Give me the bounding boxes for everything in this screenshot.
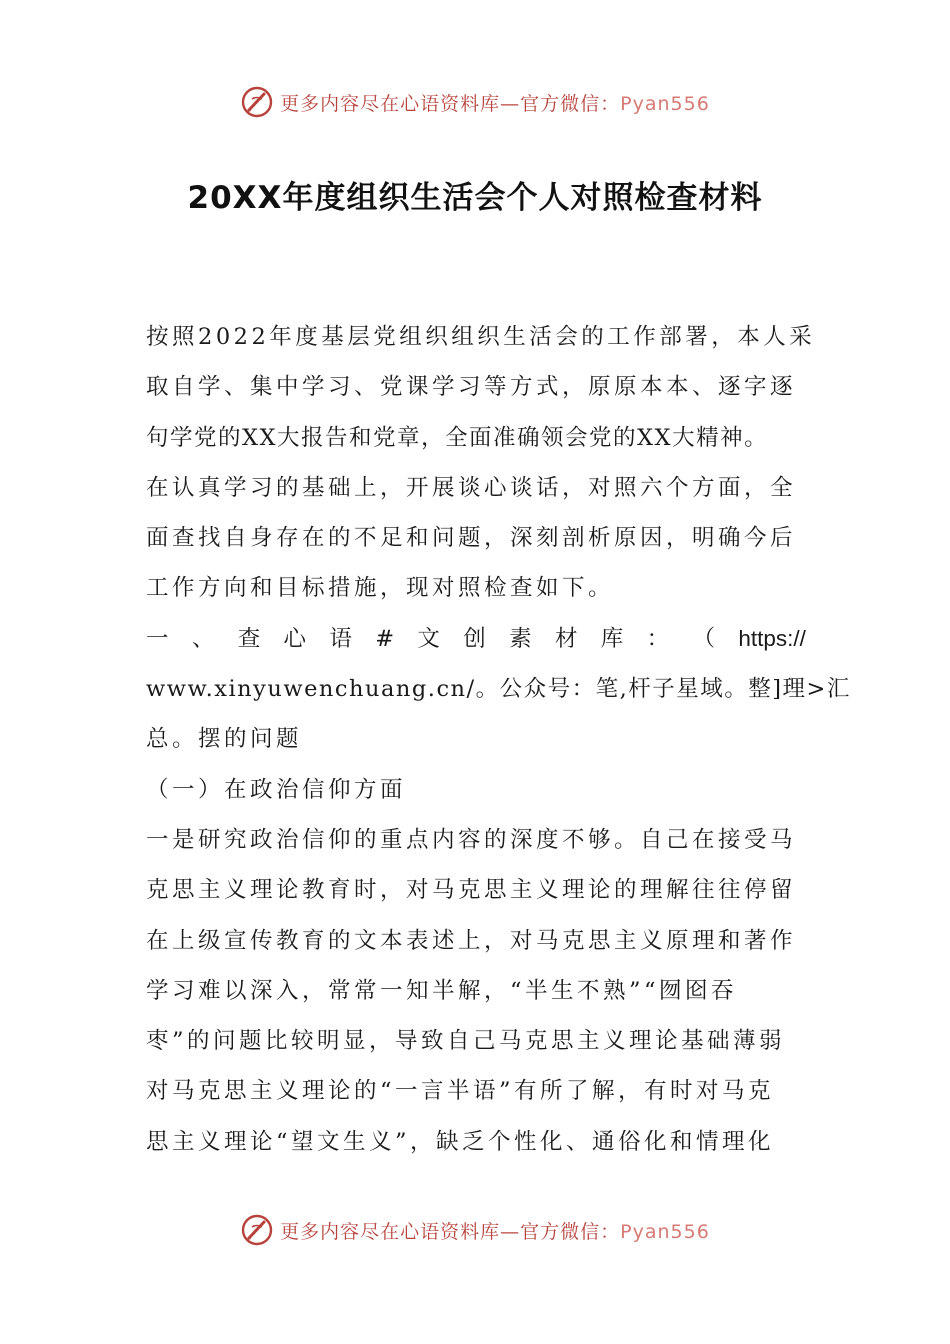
text-line: 一是研究政治信仰的重点内容的深度不够。自己在接受马 bbox=[146, 826, 797, 853]
document-title: 20XX年度组织生活会个人对照检查材料 bbox=[187, 180, 763, 216]
spread-heading-line bbox=[146, 614, 806, 664]
text-line: 对马克思主义理论的“一言半语”有所了解，有时对马克 bbox=[146, 1078, 775, 1105]
spread-char: 语 bbox=[329, 625, 352, 652]
spread-char: （ bbox=[692, 625, 715, 652]
text-line: 取自学、集中学习、党课学习等方式，原原本本、逐字逐 bbox=[146, 374, 797, 401]
document-body bbox=[146, 312, 851, 1167]
text-line: 学习难以深入，常常一知半解，“半生不熟”“囫囵吞 bbox=[146, 977, 738, 1004]
spread-char: 、 bbox=[191, 625, 215, 652]
text-line: 句学党的XX大报告和党章，全面准确领会党的XX大精神。 bbox=[146, 424, 769, 451]
text-line: 在上级宣传教育的文本表述上，对马克思主义原理和著作 bbox=[146, 927, 797, 954]
spread-char: 一 bbox=[146, 625, 169, 652]
text-line: 工作方向和目标措施，现对照检查如下。 bbox=[146, 575, 615, 602]
footer-wechat-id: Pyan556 bbox=[620, 1220, 710, 1243]
spread-char: 素 bbox=[509, 625, 532, 652]
spread-char: 创 bbox=[463, 625, 486, 652]
pen-logo-icon bbox=[240, 85, 274, 119]
spread-char: 库 bbox=[600, 625, 624, 652]
text-line: 枣”的问题比较明显，导致自己马克思主义理论基础薄弱 bbox=[146, 1028, 786, 1055]
footer-banner bbox=[0, 1210, 950, 1250]
text-line: www.xinyuwenchuang.cn/。公众号：笔,杆子星域。整]理>汇 bbox=[146, 676, 851, 703]
spread-char: 文 bbox=[417, 625, 440, 652]
header-banner-text: 更多内容尽在心语资料库—官方微信：Pyan556 bbox=[280, 92, 710, 115]
pen-logo-icon bbox=[240, 1213, 274, 1247]
header-banner bbox=[0, 82, 950, 122]
section-heading: （一）在政治信仰方面 bbox=[146, 776, 407, 803]
spread-char: ： bbox=[646, 625, 670, 652]
spread-char: 材 bbox=[554, 625, 578, 652]
text-line: 思主义理论“望文生义”，缺乏个性化、通俗化和情理化 bbox=[146, 1128, 775, 1155]
header-wechat-id: Pyan556 bbox=[620, 92, 710, 115]
spread-char: # bbox=[375, 625, 395, 652]
text-line: 总。摆的问题 bbox=[146, 726, 303, 753]
text-line: 克思主义理论教育时，对马克思主义理论的理解往往停留 bbox=[146, 877, 797, 904]
spread-char: 查 bbox=[237, 625, 261, 652]
text-line: 按照2022年度基层党组织组织生活会的工作部署，本人采 bbox=[146, 324, 816, 350]
spread-url-start: https:// bbox=[738, 625, 806, 651]
text-line: 面查找自身存在的不足和问题，深刻剖析原因，明确今后 bbox=[146, 525, 797, 552]
spread-char: 心 bbox=[283, 625, 307, 652]
footer-banner-text: 更多内容尽在心语资料库—官方微信：Pyan556 bbox=[280, 1220, 710, 1243]
text-line: 在认真学习的基础上，开展谈心谈话，对照六个方面，全 bbox=[146, 474, 797, 501]
